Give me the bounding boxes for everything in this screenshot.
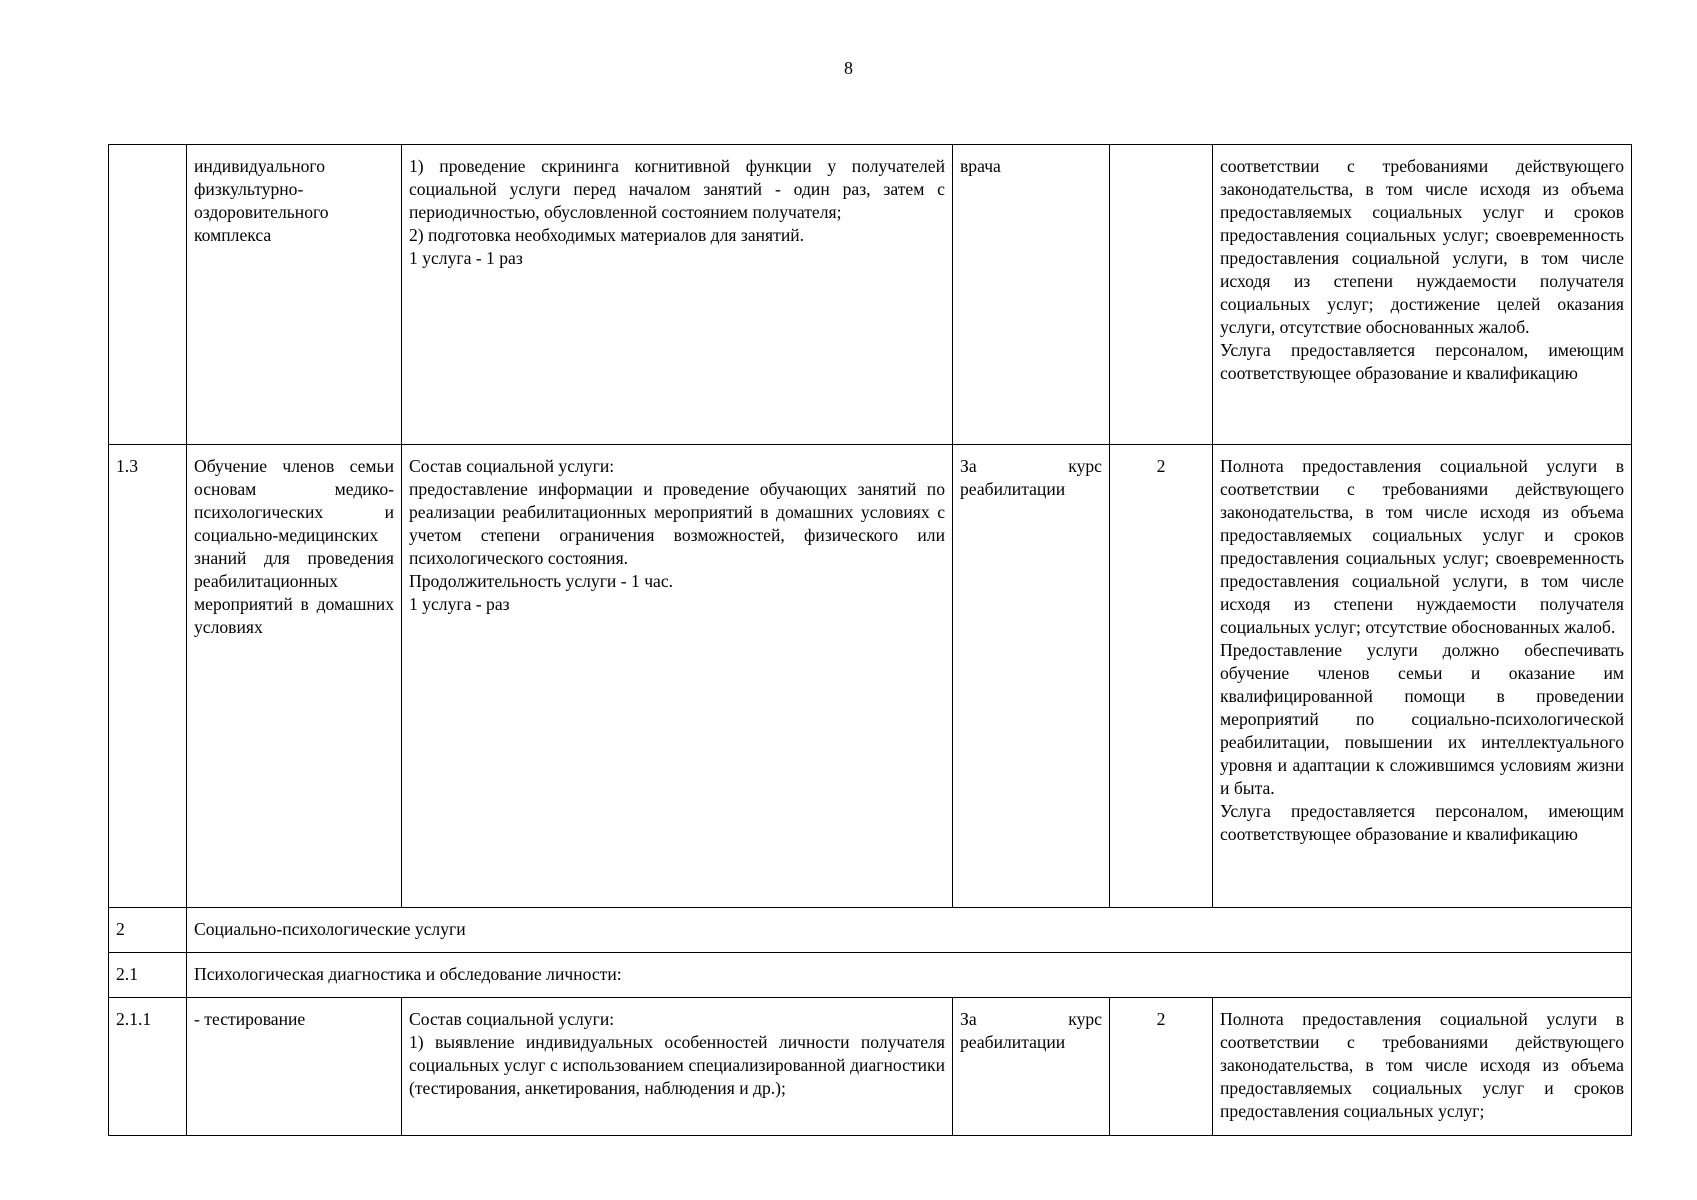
cell-period: врача [953, 145, 1110, 445]
quality-paragraph: Предоставление услуги должно обеспечивать обучение членов семьи и оказание им квалифицированной помощи в проведении мероприятий по социально-психологической реабилитации, повышении их интеллектуального уровня и адаптации к сложившимся условиям жизни и быта. [1220, 640, 1624, 798]
cell-number: 2.1.1 [109, 998, 187, 1136]
table-row-2-1-1 [109, 998, 1632, 1136]
table-row-continuation [109, 145, 1632, 445]
service-name-line: индивидуального [194, 156, 325, 176]
cell-service-content [402, 145, 953, 445]
page-number: 8 [844, 58, 853, 78]
section-title: Психологическая диагностика и обследование личности: [187, 953, 1632, 998]
content-paragraph: 1) проведение скрининга когнитивной функции у получателей социальной услуги перед началом занятий - один раз, затем с периодичностью, обусловленной состоянием получателя; [409, 156, 945, 222]
cell-service-content [402, 445, 953, 908]
cell-quantity [1110, 145, 1213, 445]
content-paragraph: Продолжительность услуги - 1 час. [409, 571, 674, 591]
service-name-line: физкультурно- [194, 179, 304, 199]
quality-paragraph: Полнота предоставления социальной услуги в соответствии с требованиями действующего законодательства, в том числе исходя из объема предоставляемых социальных услуг и сроков предоставления социальных услуг; своевременность предоставления социальной услуги, в том числе исходя из степени нуждаемости получателя социальных услуг; отсутствие обоснованных жалоб. [1220, 456, 1624, 637]
cell-service-name: Обучение членов семьи основам медико-психологических и социально-медицинских знаний для проведения реабилитационных мероприятий в домашних условиях [187, 445, 402, 908]
cell-number: 2 [109, 908, 187, 953]
cell-quality-indicators [1213, 145, 1632, 445]
cell-number: 1.3 [109, 445, 187, 908]
content-paragraph: Состав социальной услуги: [409, 456, 615, 476]
quality-paragraph: Услуга предоставляется персоналом, имеющим соответствующее образование и квалификацию [1220, 340, 1624, 383]
cell-service-name [187, 145, 402, 445]
content-paragraph: 1 услуга - раз [409, 594, 510, 614]
content-paragraph: 2) подготовка необходимых материалов для занятий. [409, 225, 805, 245]
cell-quantity: 2 [1110, 998, 1213, 1136]
section-title: Социально-психологические услуги [187, 908, 1632, 953]
table-row-1-3 [109, 445, 1632, 908]
cell-quantity: 2 [1110, 445, 1213, 908]
table-row-section-2 [109, 908, 1632, 953]
services-table [108, 144, 1632, 1136]
cell-number [109, 145, 187, 445]
content-paragraph: Состав социальной услуги: [409, 1009, 615, 1029]
quality-paragraph: Услуга предоставляется персоналом, имеющим соответствующее образование и квалификацию [1220, 801, 1624, 844]
service-name-line: оздоровительного [194, 202, 329, 222]
cell-period: За курс реабилитации [953, 998, 1110, 1136]
cell-service-name: - тестирование [187, 998, 402, 1136]
quality-paragraph: Полнота предоставления социальной услуги в соответствии с требованиями действующего законодательства, в том числе исходя из объема предоставляемых социальных услуг и сроков предоставления социальных услуг; [1220, 1009, 1624, 1121]
content-paragraph: 1) выявление индивидуальных особенностей личности получателя социальных услуг с использованием специализированной диагностики (тестирования, анкетирования, наблюдения и др.); [409, 1032, 945, 1098]
service-name-line: комплекса [194, 225, 272, 245]
cell-period: За курс реабилитации [953, 445, 1110, 908]
content-paragraph: 1 услуга - 1 раз [409, 248, 523, 268]
quality-paragraph: соответствии с требованиями действующего законодательства, в том числе исходя из объема предоставляемых социальных услуг и сроков предоставления социальных услуг; своевременность предоставления социальной услуги, в том числе исходя из степени нуждаемости получателя социальных услуг; достижение целей оказания услуги, отсутствие обоснованных жалоб. [1220, 156, 1624, 337]
content-paragraph: предоставление информации и проведение обучающих занятий по реализации реабилитационных мероприятий в домашних условиях с учетом степени ограничения возможностей, физического или психологического состояния. [409, 479, 945, 568]
cell-number: 2.1 [109, 953, 187, 998]
table-row-section-2-1 [109, 953, 1632, 998]
cell-service-content [402, 998, 953, 1136]
cell-quality-indicators [1213, 445, 1632, 908]
cell-quality-indicators [1213, 998, 1632, 1136]
